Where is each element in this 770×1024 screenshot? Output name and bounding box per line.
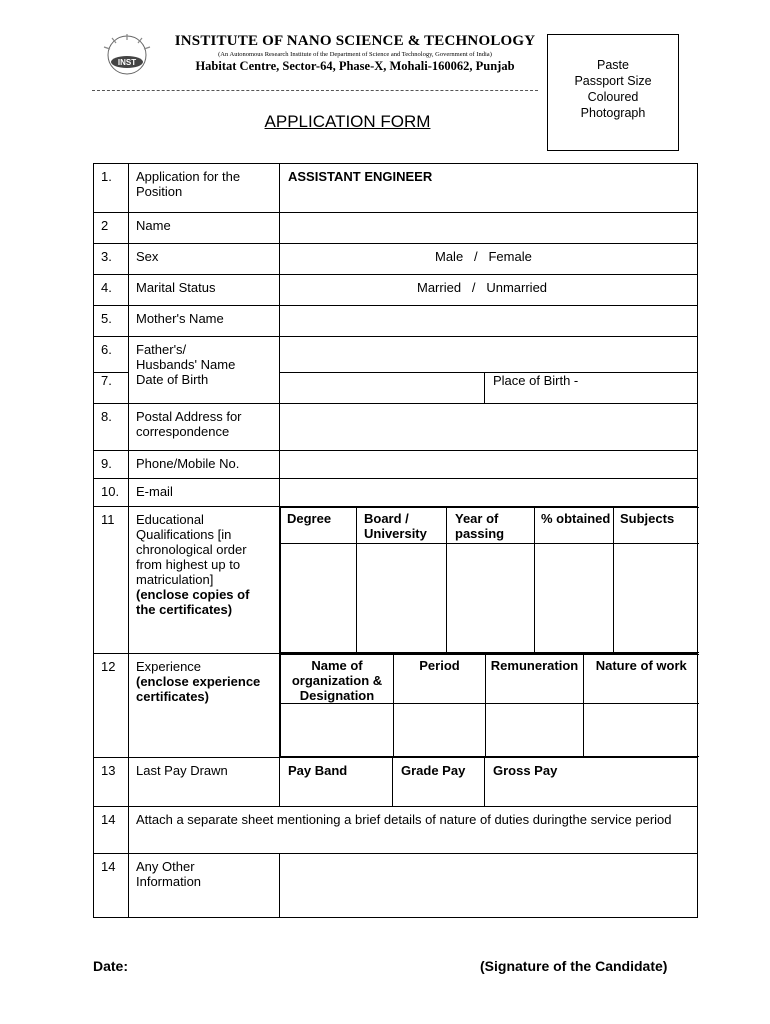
row-position [94, 164, 698, 213]
position-value: ASSISTANT ENGINEER [280, 164, 698, 213]
place-of-birth-label[interactable]: Place of Birth - [485, 372, 698, 403]
name-label: Name [129, 213, 280, 244]
postal-address-field[interactable] [280, 403, 698, 450]
marital-status-options[interactable]: Married / Unmarried [280, 275, 698, 306]
education-label: Educational Qualifications [in chronological order from highest up to matriculation] (enclose copies of the certificates) [129, 506, 280, 653]
row-phone [94, 450, 698, 478]
mothers-name-label: Mother's Name [129, 306, 280, 337]
photo-box[interactable] [547, 34, 679, 151]
marital-status-label: Marital Status [129, 275, 280, 306]
sex-options[interactable]: Male / Female [280, 244, 698, 275]
subjects-cell[interactable] [614, 543, 699, 652]
col-period: Period [394, 654, 486, 703]
row-number: 12 [94, 653, 129, 757]
period-cell[interactable] [394, 703, 486, 756]
col-year-of-passing: Year of passing [447, 507, 535, 543]
degree-cell[interactable] [281, 543, 357, 652]
photo-line-1: Paste [597, 58, 629, 72]
board-cell[interactable] [357, 543, 447, 652]
row-last-pay [94, 757, 698, 806]
name-field[interactable] [280, 213, 698, 244]
experience-grid [280, 653, 698, 757]
col-board-university: Board / University [357, 507, 447, 543]
row-sex [94, 244, 698, 275]
row-experience [94, 653, 698, 757]
row-marital-status [94, 275, 698, 306]
date-label: Date: [93, 958, 129, 974]
form-title: APPLICATION FORM [264, 112, 431, 131]
photo-line-3: Coloured [587, 90, 639, 104]
row-education [94, 506, 698, 653]
row-number: 11 [94, 506, 129, 653]
row-date-of-birth [94, 372, 698, 403]
sex-label: Sex [129, 244, 280, 275]
row-email [94, 478, 698, 506]
pay-band-cell[interactable]: Pay Band [280, 757, 393, 806]
dob-label: Date of Birth [129, 372, 280, 403]
row-number: 6. [94, 337, 129, 373]
row-number: 9. [94, 450, 129, 478]
row-number: 13 [94, 757, 129, 806]
last-pay-label: Last Pay Drawn [129, 757, 280, 806]
mothers-name-field[interactable] [280, 306, 698, 337]
col-remuneration: Remuneration [486, 654, 584, 703]
row-name [94, 213, 698, 244]
row-number: 14 [94, 853, 129, 917]
col-nature-of-work: Nature of work [584, 654, 699, 703]
row-number: 14 [94, 806, 129, 853]
row-number: 4. [94, 275, 129, 306]
col-percent-obtained: % obtained [535, 507, 614, 543]
row-other-info [94, 853, 698, 917]
fathers-name-field[interactable] [280, 337, 698, 373]
logo-text: INST [117, 58, 137, 67]
fathers-name-label: Father's/ Husbands' Name [129, 337, 280, 373]
row-duties [94, 806, 698, 853]
col-subjects: Subjects [614, 507, 699, 543]
row-number: 5. [94, 306, 129, 337]
experience-label: Experience (enclose experience certificates) [129, 653, 280, 757]
other-info-label: Any Other Information [129, 853, 280, 917]
photo-line-4: Photograph [580, 106, 646, 120]
email-label: E-mail [129, 478, 280, 506]
row-mothers-name [94, 306, 698, 337]
institute-name: INSTITUTE OF NANO SCIENCE & TECHNOLOGY [174, 33, 536, 49]
position-label: Application for the Position [129, 164, 280, 213]
row-number: 7. [94, 372, 129, 403]
education-grid [280, 506, 698, 653]
grade-pay-cell[interactable]: Grade Pay [393, 757, 485, 806]
institute-logo [92, 32, 162, 78]
col-degree: Degree [281, 507, 357, 543]
phone-field[interactable] [280, 450, 698, 478]
postal-address-label: Postal Address for correspondence [129, 403, 280, 450]
remuneration-cell[interactable] [486, 703, 584, 756]
row-number: 10. [94, 478, 129, 506]
photo-line-2: Passport Size [574, 74, 652, 88]
year-cell[interactable] [447, 543, 535, 652]
row-postal-address [94, 403, 698, 450]
row-number: 1. [94, 164, 129, 213]
phone-label: Phone/Mobile No. [129, 450, 280, 478]
percent-cell[interactable] [535, 543, 614, 652]
organization-cell[interactable] [281, 703, 394, 756]
signature-label: (Signature of the Candidate) [480, 958, 668, 974]
header-divider [92, 90, 538, 91]
row-number: 8. [94, 403, 129, 450]
row-number: 3. [94, 244, 129, 275]
row-number: 2 [94, 213, 129, 244]
dob-field[interactable] [280, 372, 485, 403]
row-fathers-name [94, 337, 698, 373]
institute-address: Habitat Centre, Sector-64, Phase-X, Mohali-160062, Punjab [195, 59, 515, 73]
col-organization: Name of organization & Designation [281, 654, 394, 703]
email-field[interactable] [280, 478, 698, 506]
gross-pay-cell[interactable]: Gross Pay [485, 757, 698, 806]
other-info-field[interactable] [280, 853, 698, 917]
institute-subtitle: (An Autonomous Research Institute of the Department of Science and Technology, Government of India) [218, 51, 492, 58]
duties-instruction: Attach a separate sheet mentioning a brief details of nature of duties duringthe service period [129, 806, 698, 853]
application-form-table [93, 163, 698, 918]
nature-of-work-cell[interactable] [584, 703, 699, 756]
